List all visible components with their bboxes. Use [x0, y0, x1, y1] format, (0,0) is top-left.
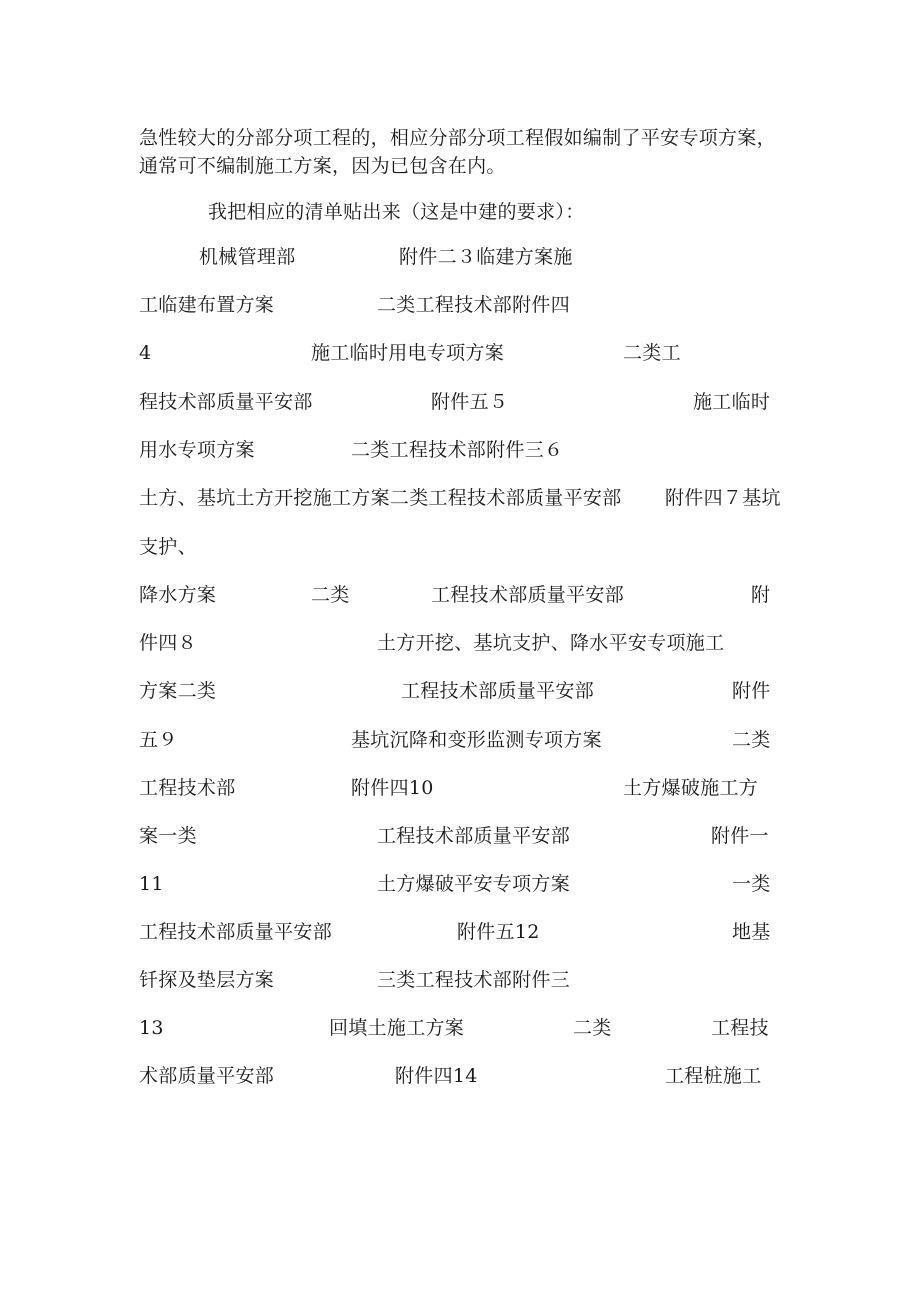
paragraph-text: 我把相应的清单贴出来（这是中建的要求）：: [208, 201, 585, 223]
paragraph-text: 通常可不编制施工方案，因为已包含在内。: [139, 155, 506, 177]
list-text: 土方爆破平安专项方案: [377, 873, 571, 895]
list-text: 钎探及垫层方案: [139, 969, 275, 991]
list-text: 施工临时: [693, 391, 771, 413]
list-text: 五９: [139, 729, 178, 751]
list-text: 附件四10: [351, 777, 434, 799]
list-text: 降水方案: [139, 584, 217, 606]
list-text: 基坑沉降和变形监测专项方案: [351, 729, 602, 751]
list-text: 地基: [732, 921, 771, 943]
list-text: 用水专项方案: [139, 439, 255, 461]
list-text: 回填土施工方案: [329, 1017, 465, 1039]
list-text: 支护、: [139, 536, 197, 558]
list-text: 二类工程技术部附件四: [377, 294, 571, 316]
list-text: 工程技术部质量平安部: [377, 825, 571, 847]
list-text: 附件五５: [431, 391, 509, 413]
list-text: 附: [751, 584, 771, 606]
list-text: 工程技术部质量平安部: [139, 921, 333, 943]
list-text: 二类: [311, 584, 350, 606]
list-text: 工程技术部质量平安部: [401, 680, 595, 702]
list-text: 附件一: [711, 825, 769, 847]
list-text: 土方爆破施工方: [623, 777, 759, 799]
list-text: 附件四７基坑: [665, 487, 781, 509]
list-text: 11: [139, 873, 164, 895]
list-text: 土方、基坑土方开挖施工方案二类工程技术部质量平安部: [139, 487, 622, 509]
list-text: 案一类: [139, 825, 197, 847]
list-text: 二类: [732, 729, 771, 751]
list-text: 方案二类: [139, 680, 217, 702]
paragraph-text: 急性较大的分部分项工程的，相应分部分项工程假如编制了平安专项方案，: [139, 127, 776, 149]
list-text: 二类: [573, 1017, 612, 1039]
list-text: 13: [139, 1017, 164, 1039]
list-text: 工程技: [711, 1017, 769, 1039]
list-text: 附件五12: [457, 921, 540, 943]
list-text: 附件二３临建方案施: [399, 246, 573, 268]
list-text: 机械管理部: [199, 246, 296, 268]
list-text: 三类工程技术部附件三: [377, 969, 571, 991]
list-text: 附件四14: [395, 1065, 478, 1087]
list-text: 工程技术部: [139, 777, 236, 799]
list-text: 施工临时用电专项方案: [311, 342, 505, 364]
list-text: 二类工程技术部附件三６: [351, 439, 564, 461]
list-text: 附件: [732, 680, 771, 702]
list-text: 二类工: [623, 342, 681, 364]
list-text: 工程桩施工: [665, 1065, 762, 1087]
list-text: 工临建布置方案: [139, 294, 275, 316]
list-text: 术部质量平安部: [139, 1065, 275, 1087]
list-text: 4: [139, 342, 152, 364]
list-text: 工程技术部质量平安部: [431, 584, 625, 606]
list-text: 件四８: [139, 632, 197, 654]
list-text: 一类: [732, 873, 771, 895]
list-text: 程技术部质量平安部: [139, 391, 313, 413]
list-text: 土方开挖、基坑支护、降水平安专项施工: [377, 632, 725, 654]
